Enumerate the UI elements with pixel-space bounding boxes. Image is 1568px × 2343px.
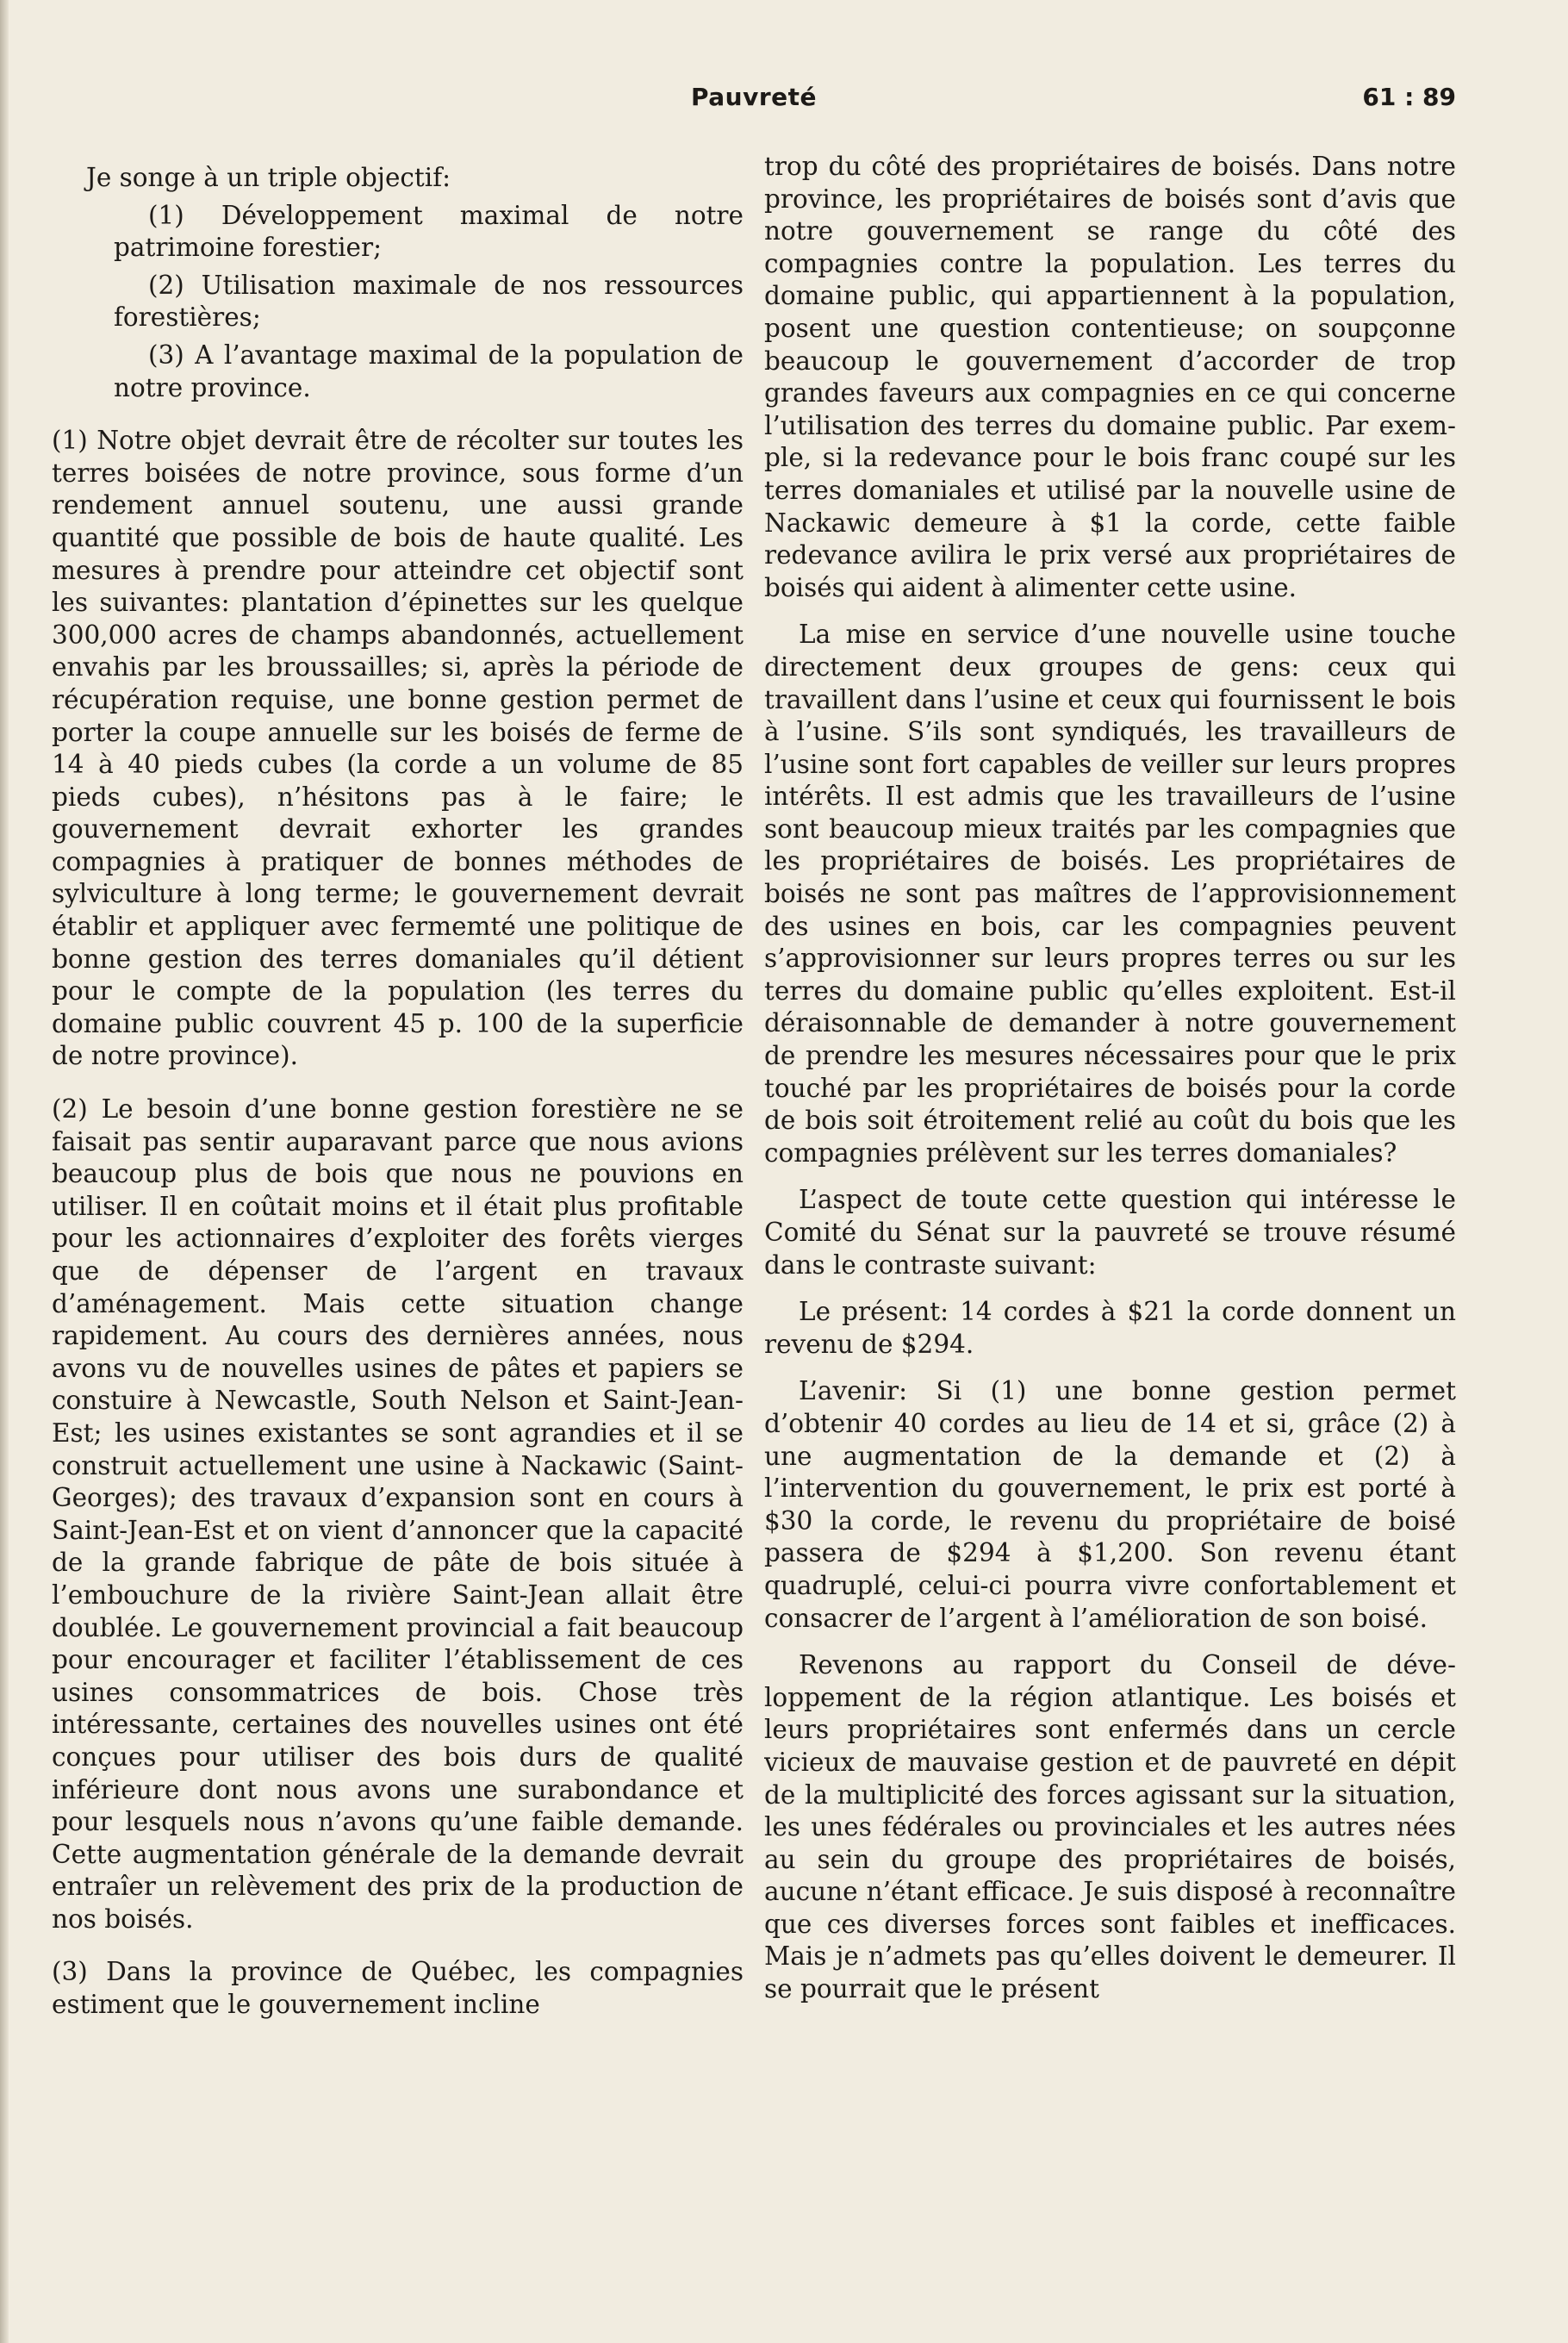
paragraph: (3) Dans la province de Québec, les compagnies estiment que le gouvernement incline [52, 1957, 744, 2020]
paragraph: L’aspect de toute cette question qui intéresse le Comité du Sénat sur la pauvreté se trouve résumé dans le contraste suivant: [764, 1185, 1456, 1280]
page-header [52, 83, 1456, 126]
paragraph: (1) Notre objet devrait être de récolter sur toutes les terres boisées de notre province, sous forme d’un rendement annuel soutenu, une aussi grande quantité que possible de bois de haute qualité. Les mesures à prendre pour atteindre cet objectif sont les suivantes: plantation d’épinettes sur les quelque 300,000 acres de champs abandonnés, actuellement envahis par les broussailles; si, après la période de récupération requise, une bonne gestion permet de porter la coupe annuelle sur les boisés de ferme de 14 à 40 pieds cubes (la corde a un volume de 85 pieds cubes), n’hésitons pas à le faire; le gouvernement devrait exhorter les grandes compagnies à pratiquer de bonnes méthodes de sylviculture à long terme; le gouvernement devrait établir et appliquer avec fermemté une politique de bonne gestion des terres domaniales qu’il détient pour le compte de la population (les terres du domaine public couvrent 45 p. 100 de la superficie de notre province). [52, 426, 744, 1071]
paragraph: La mise en service d’une nouvelle usine touche directement deux groupes de gens: ceux qui travaillent dans l’usine et ceux qui fournissent le bois à l’usine. S’ils sont syndiqués, les travailleurs de l’usine sont fort capables de veiller sur leurs propres intérêts. Il est admis que les travailleurs de l’usine sont beaucoup mieux traités par les compagnies que les propriétaires de boisés. Les propriétaires de boisés ne sont pas maîtres de l’approvisionnement des usines en bois, car les compagnies peuvent s’approvisionner sur leurs propres terres ou sur les terres du domaine public qu’elles exploitent. Est-il déraisonnable de demander à notre gouvernement de prendre les mesures nécessaires pour que le prix touché par les propriétaires de boisés pour la corde de bois soit étroitement relié au coût du bois que les compagnies prélèvent sur les terres domaniales? [764, 620, 1456, 1168]
paragraph: (2) Le besoin d’une bonne gestion forestière ne se faisait pas sentir auparavant parce que nous avions beaucoup plus de bois que nous ne pouvions en utiliser. Il en coûtait moins et il était plus profitable pour les actionnaires d’exploiter des forêts vierges que de dépenser de l’argent en travaux d’aménagement. Mais cette situation change rapidement. Au cours des dernières années, nous avons vu de nouvelles usines de pâtes et papiers se constuire à Newcastle, South Nelson et Saint-Jean-Est; les usines existantes se sont agrandies et il se construit actuellement une usine à Nackawic (Saint-Georges); des travaux d’expansion sont en cours à Saint-Jean-Est et on vient d’annoncer que la capacité de la grande fabrique de pâte de bois située à l’embouchure de la rivière Saint-Jean allait être doublée. Le gouvernement provincial a fait beaucoup pour encourager et faciliter l’établissement de ces usines consommatrices de bois. Chose très intéressante, certaines des nouvelles usines ont été conçues pour utiliser des bois durs de qualité inférieure dont nous avons une surabondance et pour lesquels nous n’avons qu’une faible demande. Cette augmentation générale de la demande devrait entraîer un relèvement des prix de la production de nos boisés. [52, 1094, 744, 1934]
objective-item: (3) A l’avantage maximal de la population de notre province. [114, 340, 744, 402]
paragraph: Le présent: 14 cordes à $21 la corde donnent un revenu de $294. [764, 1297, 1456, 1359]
running-title: Pauvreté [690, 83, 818, 111]
page-number: 61 : 89 [1362, 83, 1456, 111]
scan-edge [0, 0, 9, 2343]
paragraph: trop du côté des propriétaires de boisés. Dans notre province, les propriétaires de boisés sont d’avis que notre gouvernement se range du côté des compagnies contre la population. Les terres du domaine public, qui appartiennent à la population, posent une question contentieuse; on soupçonne beaucoup le gouvernement d’accorder de trop grandes faveurs aux compagnies en ce qui concerne l’utilisation des terres du domaine public. Par exemple, si la redevance pour le bois franc coupé sur les terres domaniales et utilisé par la nouvelle usine de Nackawic demeure à $1 la corde, cette faible redevance avilira le prix versé aux propriétaires de boisés qui aident à alimenter cette usine. [764, 152, 1456, 602]
right-column [764, 151, 1456, 2305]
text-columns [52, 151, 1456, 2305]
paragraph: L’avenir: Si (1) une bonne gestion permet d’obtenir 40 cordes au lieu de 14 et si, grâce (2) à une augmentation de la demande et (2) à l’intervention du gouvernement, le prix est porté à $30 la corde, le revenu du propriétaire de boisé passera de $294 à $1,200. Son revenu étant quadruplé, celui-ci pourra vivre confortablement et consacrer de l’argent à l’amélioration de son boisé. [764, 1376, 1456, 1633]
objective-item: (2) Utilisation maximale de nos ressources forestières; [114, 270, 744, 333]
paragraph: Revenons au rapport du Conseil de développement de la région atlantique. Les boisés et leurs propriétaires sont enfermés dans un cercle vicieux de mauvaise gestion et de pauvreté en dépit de la multiplicité des forces agissant sur la situation, les unes fédérales ou provinciales et les autres nées au sein du groupe des propriétaires de boisés, aucune n’étant efficace. Je suis disposé à reconnaître que ces diverses forces sont faibles et inefficaces. Mais je n’admets pas qu’elles doivent le demeurer. Il se pourrait que le présent [764, 1650, 1456, 2004]
objective-item: (1) Développement maximal de notre patrimoine forestier; [114, 200, 744, 263]
objective-intro: Je songe à un triple objectif: [86, 163, 451, 192]
left-column [52, 151, 744, 2305]
